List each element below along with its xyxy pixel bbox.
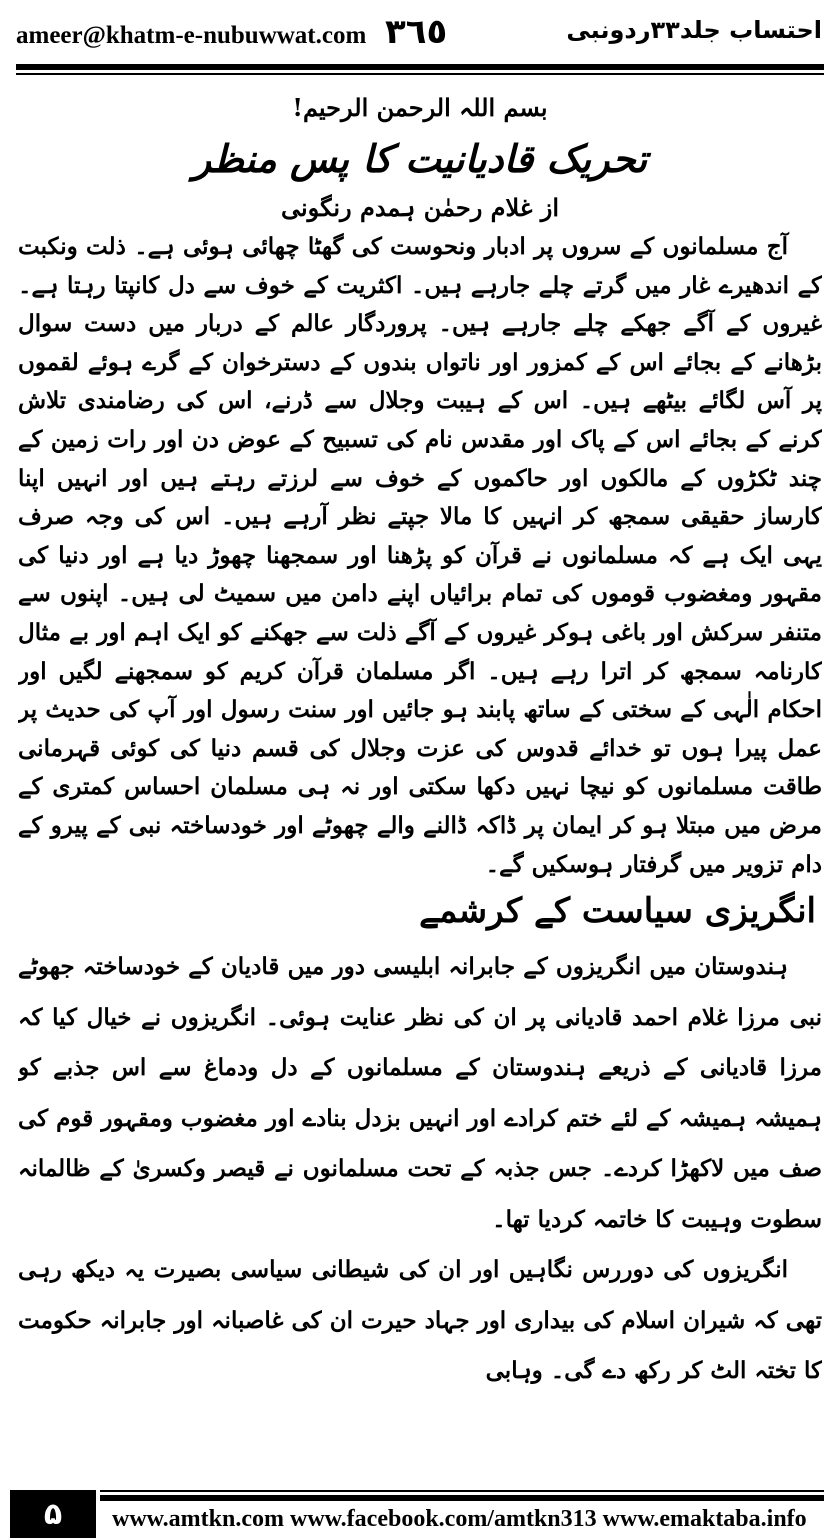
header-rule-thin bbox=[16, 73, 824, 75]
paragraph-history bbox=[18, 942, 822, 1245]
page-header bbox=[0, 0, 840, 66]
header-email: ameer@khatm-e-nubuwwat.com bbox=[16, 22, 367, 49]
paragraph-intro bbox=[18, 228, 822, 884]
header-page-number: ٣٦٥ bbox=[385, 12, 448, 52]
page-footer bbox=[0, 1490, 840, 1540]
header-rule-thick bbox=[16, 64, 824, 70]
footer-rule-thick bbox=[100, 1495, 824, 1501]
header-book-title: احتساب جلد۳۳ردونبی bbox=[566, 16, 822, 44]
bismillah: بسم اللہ الرحمن الرحیم! bbox=[292, 93, 548, 122]
article-body bbox=[18, 86, 822, 1476]
footer-links: www.amtkn.com www.facebook.com/amtkn313 www.emaktaba.info bbox=[112, 1506, 807, 1532]
paragraph-continuation bbox=[18, 1245, 822, 1397]
footer-page-badge: ۵ bbox=[10, 1490, 96, 1538]
footer-rule-thin bbox=[100, 1490, 824, 1492]
section-heading: انگریزی سیاست کے کرشمے bbox=[419, 891, 816, 932]
paragraph-intro-text: آج مسلمانوں کے سروں پر ادبار ونحوست کی گھٹا چھائی ہوئی ہے۔ ذلت ونکبت کے اندھیرے غار میں گرتے چلے جارہے ہیں۔ اکثریت کے خوف سے دل کانپتا رہتا ہے۔ غیروں کے آگے جھکے چلے جارہے ہیں۔ پروردگار عالم کے دربار میں دست سوال بڑھانے کے بجائے اس کے کمزور اور ناتواں بندوں کے دسترخوان کے گرے ہوئے لقموں پر آس لگائے بیٹھے ہیں۔ اس کے ہیبت وجلال سے ڈرنے، اس کی رضامندی تلاش کرنے کے بجائے اس کے پاک اور مقدس نام کی تسبیح کے عوض دن اور رات زمین کے چند ٹکڑوں کے مالکوں اور حاکموں کے خوف سے لرزتے رہتے ہیں اور انہیں اپنا کارساز حقیقی سمجھ کر انہیں کا مالا جپتے نظر آرہے ہیں۔ اس کی وجہ صرف یہی ایک ہے کہ مسلمانوں نے قرآن کو پڑھنا اور سمجھنا چھوڑ دیا ہے اور دنیا کی مقہور ومغضوب قوموں کی تمام برائیاں اپنے دامن میں سمیٹ لی ہیں۔ اپنوں سے متنفر سرکش اور باغی ہوکر غیروں کے آگے ذلت سے جھکنے کو ایک اہم اور بے مثال کارنامہ سمجھ کر اترا رہے ہیں۔ اگر مسلمان قرآن کریم کو سمجھنے لگیں اور احکام الٰہی کے سختی کے ساتھ پابند ہو جائیں اور سنت رسول اور آپ کی حدیث پر عمل پیرا ہوں تو خدائے قدوس کی عزت وجلال کی قسم دنیا کی کوئی قہرمانی طاقت مسلمانوں کو نیچا نہیں دکھا سکتی اور نہ ہی مسلمان احساس کمتری کے مرض میں مبتلا ہو کر ایمان پر ڈاکہ ڈالنے والے چھوٹے اور خودساختہ نبی کے پیرو کے دام تزویر میں گرفتار ہوسکیں گے۔ bbox=[18, 233, 822, 878]
paragraph-continuation-text: انگریزوں کی دوررس نگاہیں اور ان کی شیطانی سیاسی بصیرت یہ دیکھ رہی تھی کہ شیران اسلام کی بیداری اور جہاد حیرت ان کی غاصبانہ اور جابرانہ حکومت کا تختہ الٹ کر رکھ دے گی۔ وہابی bbox=[18, 1256, 822, 1385]
article-byline: از غلام رحمٰن ہمدم رنگونی bbox=[281, 193, 559, 222]
article-title: تحریک قادیانیت کا پس منظر bbox=[192, 136, 648, 181]
paragraph-history-text: ہندوستان میں انگریزوں کے جابرانہ ابلیسی دور میں قادیان کے خودساختہ جھوٹے نبی مرزا غلام احمد قادیانی پر ان کی نظر عنایت ہوئی۔ انگریزوں نے خیال کیا کہ مرزا قادیانی کے ذریعے ہندوستان کے مسلمانوں کے دل ودماغ سے اس جذبے کو ہمیشہ ہمیشہ کے لئے ختم کرادے اور انہیں بزدل بنادے اور مغضوب ومقہور قوم کی صف میں لاکھڑا کردے۔ جس جذبہ کے تحت مسلمانوں نے قیصر وکسریٰ کے ظالمانہ سطوت وہیبت کا خاتمہ کردیا تھا۔ bbox=[18, 953, 822, 1233]
